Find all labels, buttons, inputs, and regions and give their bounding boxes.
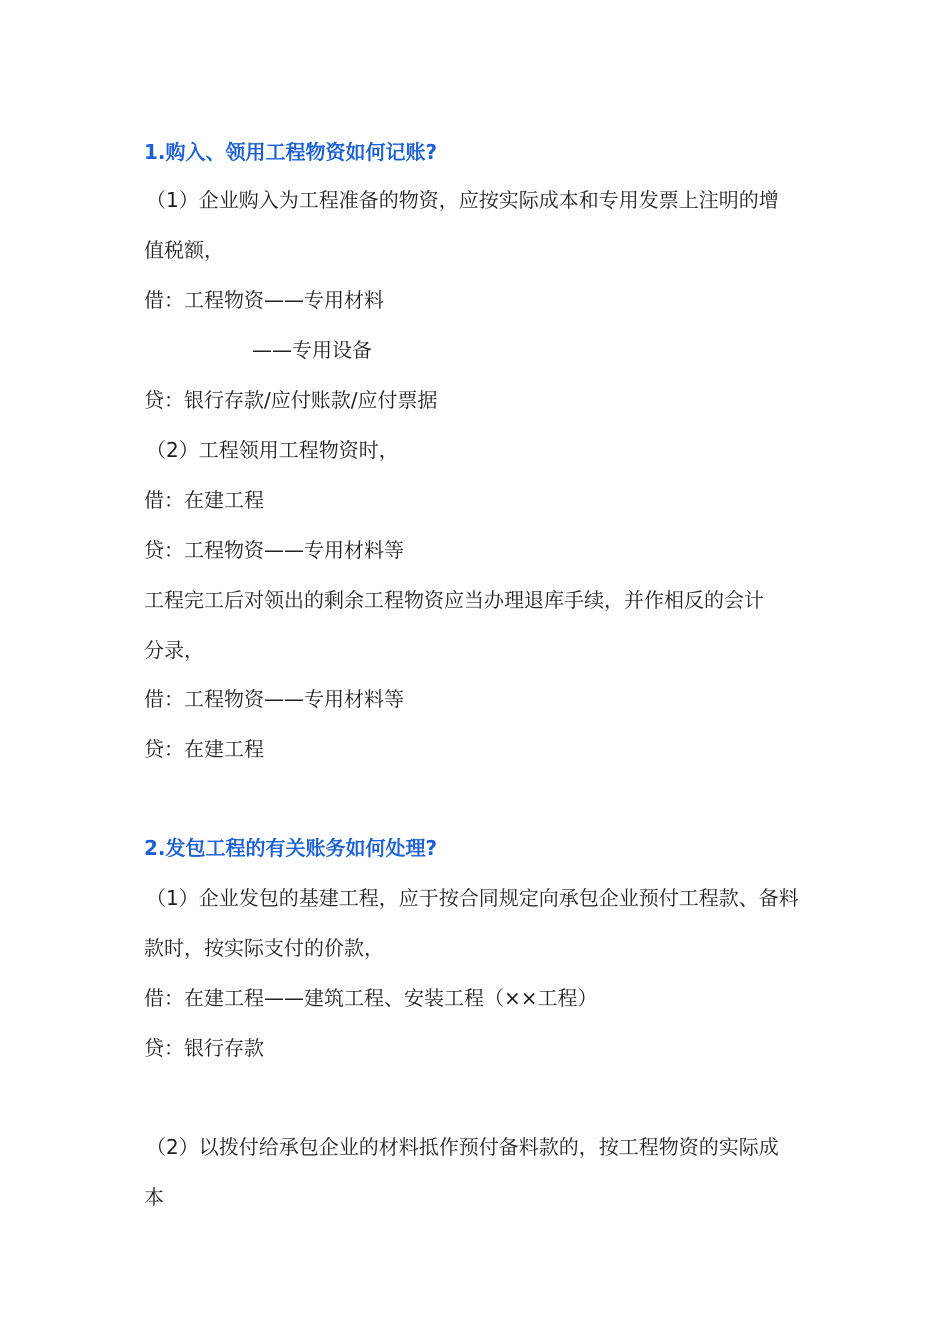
section-1-credit-entry-2: 贷：工程物资——专用材料等 <box>144 538 404 562</box>
section-2-paragraph-1-line-1: （1）企业发包的基建工程，应于按合同规定向承包企业预付工程款、备料 <box>146 886 799 910</box>
section-1-heading: 1.购入、领用工程物资如何记账? <box>144 140 438 164</box>
section-2-heading: 2.发包工程的有关账务如何处理? <box>144 836 438 860</box>
section-1-paragraph-3-line-2: 分录， <box>144 638 204 662</box>
section-2-credit-entry-1: 贷：银行存款 <box>144 1036 264 1060</box>
section-1-paragraph-1-line-1: （1）企业购入为工程准备的物资，应按实际成本和专用发票上注明的增 <box>146 188 779 212</box>
section-2-debit-entry-1: 借：在建工程——建筑工程、安装工程（××工程） <box>144 986 598 1010</box>
section-1-paragraph-3-line-1: 工程完工后对领出的剩余工程物资应当办理退库手续，并作相反的会计 <box>144 588 764 612</box>
section-2-paragraph-1-line-2: 款时，按实际支付的价款， <box>144 936 384 960</box>
section-1-paragraph-1-line-2: 值税额， <box>144 238 224 262</box>
section-1-debit-entry-3: 借：工程物资——专用材料等 <box>144 687 404 711</box>
section-1-debit-entry-1-sub: ——专用设备 <box>252 338 372 362</box>
section-1-credit-entry-1: 贷：银行存款/应付账款/应付票据 <box>144 388 438 412</box>
section-1-debit-entry-2: 借：在建工程 <box>144 488 264 512</box>
section-1-credit-entry-3: 贷：在建工程 <box>144 737 264 761</box>
section-1-debit-entry-1: 借：工程物资——专用材料 <box>144 288 384 312</box>
section-2-paragraph-2-line-2: 本 <box>144 1185 164 1209</box>
section-1-paragraph-2: （2）工程领用工程物资时， <box>146 438 399 462</box>
section-2-paragraph-2-line-1: （2）以拨付给承包企业的材料抵作预付备料款的，按工程物资的实际成 <box>146 1135 779 1159</box>
